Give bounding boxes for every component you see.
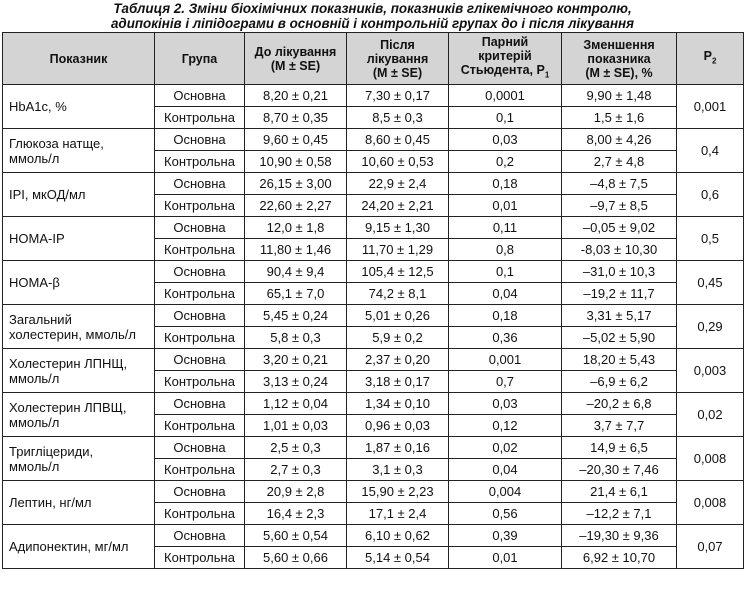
indicator-cell — [3, 261, 155, 305]
group-cell: Основна — [155, 349, 245, 371]
p2-cell: 0,008 — [677, 481, 744, 525]
after-cell: 5,01 ± 0,26 — [347, 305, 449, 327]
before-cell: 16,4 ± 2,3 — [245, 503, 347, 525]
decrease-cell: 9,90 ± 1,48 — [562, 85, 677, 107]
before-cell: 5,45 ± 0,24 — [245, 305, 347, 327]
indicator-label-line: Тригліцериди, — [9, 443, 94, 459]
p2-cell: 0,5 — [677, 217, 744, 261]
indicator-label-line: Загальний — [9, 311, 72, 327]
before-cell: 3,13 ± 0,24 — [245, 371, 347, 393]
before-cell: 9,60 ± 0,45 — [245, 129, 347, 151]
indicator-label-line: ммоль/л — [9, 414, 60, 430]
indicator-label-line: Холестерин ЛПНЩ, — [9, 355, 128, 371]
indicator-label-line: Лептин, нг/мл — [9, 495, 92, 510]
decrease-cell: –12,2 ± 7,1 — [562, 503, 677, 525]
after-cell: 9,15 ± 1,30 — [347, 217, 449, 239]
caption-line-1: Таблиця 2. Зміни біохімічних показників, показників глікемічного контролю, — [113, 1, 632, 16]
after-cell: 22,9 ± 2,4 — [347, 173, 449, 195]
p1-cell: 0,04 — [449, 283, 562, 305]
after-cell: 6,10 ± 0,62 — [347, 525, 449, 547]
indicator-label-line: HbA1c, % — [9, 99, 67, 114]
after-cell: 17,1 ± 2,4 — [347, 503, 449, 525]
header-p2: $P_2$ — [677, 33, 744, 85]
p1-cell: 0,03 — [449, 129, 562, 151]
group-cell: Основна — [155, 481, 245, 503]
p1-cell: 0,12 — [449, 415, 562, 437]
after-cell: 11,70 ± 1,29 — [347, 239, 449, 261]
p2-cell: 0,07 — [677, 525, 744, 569]
results-table — [2, 32, 744, 569]
decrease-cell: 21,4 ± 6,1 — [562, 481, 677, 503]
decrease-cell: –0,05 ± 9,02 — [562, 217, 677, 239]
after-cell: 5,9 ± 0,2 — [347, 327, 449, 349]
before-cell: 8,70 ± 0,35 — [245, 107, 347, 129]
p1-cell: 0,001 — [449, 349, 562, 371]
group-cell: Контрольна — [155, 415, 245, 437]
indicator-cell — [3, 305, 155, 349]
indicator-cell — [3, 437, 155, 481]
group-cell: Основна — [155, 85, 245, 107]
group-cell: Контрольна — [155, 283, 245, 305]
table-row — [3, 217, 744, 239]
table-caption — [0, 1, 745, 32]
indicator-label-line: HOMA-IP — [9, 231, 65, 246]
indicator-label-line: Глюкоза натще, — [9, 135, 104, 151]
group-cell: Основна — [155, 437, 245, 459]
p2-cell: 0,6 — [677, 173, 744, 217]
header-decrease: Зменшення показника (M ± SE), % — [562, 33, 677, 85]
group-cell: Основна — [155, 217, 245, 239]
after-cell: 74,2 ± 8,1 — [347, 283, 449, 305]
after-cell: 105,4 ± 12,5 — [347, 261, 449, 283]
decrease-cell: –19,2 ± 11,7 — [562, 283, 677, 305]
decrease-cell: –4,8 ± 7,5 — [562, 173, 677, 195]
header-ttest: Парний критерій Стьюдента, $P_1$ — [449, 33, 562, 85]
before-cell: 5,60 ± 0,66 — [245, 547, 347, 569]
before-cell: 90,4 ± 9,4 — [245, 261, 347, 283]
header-before: До лікування (M ± SE) — [245, 33, 347, 85]
decrease-cell: –20,2 ± 6,8 — [562, 393, 677, 415]
after-cell: 15,90 ± 2,23 — [347, 481, 449, 503]
group-cell: Основна — [155, 305, 245, 327]
p1-cell: 0,04 — [449, 459, 562, 481]
table-row — [3, 85, 744, 107]
indicator-label-line: холестерин, ммоль/л — [9, 326, 136, 342]
before-cell: 26,15 ± 3,00 — [245, 173, 347, 195]
group-cell: Основна — [155, 173, 245, 195]
after-cell: 3,1 ± 0,3 — [347, 459, 449, 481]
before-cell: 2,5 ± 0,3 — [245, 437, 347, 459]
table-row — [3, 261, 744, 283]
decrease-cell: 2,7 ± 4,8 — [562, 151, 677, 173]
group-cell: Контрольна — [155, 107, 245, 129]
decrease-cell: 18,20 ± 5,43 — [562, 349, 677, 371]
p1-cell: 0,8 — [449, 239, 562, 261]
table-body — [3, 85, 744, 569]
table-row — [3, 173, 744, 195]
p2-cell: 0,02 — [677, 393, 744, 437]
indicator-label-line: Холестерин ЛПВЩ, — [9, 399, 127, 415]
before-cell: 11,80 ± 1,46 — [245, 239, 347, 261]
p1-cell: 0,1 — [449, 107, 562, 129]
before-cell: 1,12 ± 0,04 — [245, 393, 347, 415]
p2-cell: 0,45 — [677, 261, 744, 305]
p1-cell: 0,01 — [449, 547, 562, 569]
indicator-cell — [3, 217, 155, 261]
group-cell: Контрольна — [155, 239, 245, 261]
indicator-label-line: ммоль/л — [9, 458, 60, 474]
group-cell: Контрольна — [155, 547, 245, 569]
group-cell: Основна — [155, 129, 245, 151]
decrease-cell: 6,92 ± 10,70 — [562, 547, 677, 569]
after-cell: 1,87 ± 0,16 — [347, 437, 449, 459]
table-row — [3, 393, 744, 415]
indicator-label-line: ммоль/л — [9, 150, 60, 166]
decrease-cell: 14,9 ± 6,5 — [562, 437, 677, 459]
group-cell: Контрольна — [155, 503, 245, 525]
p2-cell: 0,001 — [677, 85, 744, 129]
header-indicator: Показник — [3, 33, 155, 85]
p1-cell: 0,18 — [449, 173, 562, 195]
p2-cell: 0,29 — [677, 305, 744, 349]
indicator-cell — [3, 525, 155, 569]
before-cell: 12,0 ± 1,8 — [245, 217, 347, 239]
before-cell: 22,60 ± 2,27 — [245, 195, 347, 217]
after-cell: 2,37 ± 0,20 — [347, 349, 449, 371]
decrease-cell: -8,03 ± 10,30 — [562, 239, 677, 261]
decrease-cell: 1,5 ± 1,6 — [562, 107, 677, 129]
indicator-label-line: Адипонектин, мг/мл — [9, 539, 129, 554]
before-cell: 20,9 ± 2,8 — [245, 481, 347, 503]
group-cell: Контрольна — [155, 327, 245, 349]
decrease-cell: –5,02 ± 5,90 — [562, 327, 677, 349]
indicator-label-line: IPI, мкОД/мл — [9, 187, 86, 202]
decrease-cell: 3,7 ± 7,7 — [562, 415, 677, 437]
p1-cell: 0,36 — [449, 327, 562, 349]
p2-cell: 0,4 — [677, 129, 744, 173]
after-cell: 8,60 ± 0,45 — [347, 129, 449, 151]
indicator-label-line: ммоль/л — [9, 370, 60, 386]
p1-cell: 0,03 — [449, 393, 562, 415]
indicator-cell — [3, 393, 155, 437]
table-row — [3, 481, 744, 503]
before-cell: 10,90 ± 0,58 — [245, 151, 347, 173]
decrease-cell: –9,7 ± 8,5 — [562, 195, 677, 217]
header-after: Після лікування (M ± SE) — [347, 33, 449, 85]
header-group: Група — [155, 33, 245, 85]
before-cell: 8,20 ± 0,21 — [245, 85, 347, 107]
p1-cell: 0,18 — [449, 305, 562, 327]
indicator-cell — [3, 85, 155, 129]
decrease-cell: –19,30 ± 9,36 — [562, 525, 677, 547]
decrease-cell: –31,0 ± 10,3 — [562, 261, 677, 283]
indicator-cell — [3, 349, 155, 393]
after-cell: 7,30 ± 0,17 — [347, 85, 449, 107]
group-cell: Основна — [155, 261, 245, 283]
after-cell: 0,96 ± 0,03 — [347, 415, 449, 437]
p1-cell: 0,2 — [449, 151, 562, 173]
before-cell: 65,1 ± 7,0 — [245, 283, 347, 305]
indicator-cell — [3, 173, 155, 217]
caption-line-2: адипокінів і ліпідограми в основній і контрольній групах до і після лікування — [110, 16, 635, 31]
group-cell: Контрольна — [155, 151, 245, 173]
after-cell: 5,14 ± 0,54 — [347, 547, 449, 569]
before-cell: 5,60 ± 0,54 — [245, 525, 347, 547]
group-cell: Контрольна — [155, 195, 245, 217]
before-cell: 1,01 ± 0,03 — [245, 415, 347, 437]
p1-cell: 0,0001 — [449, 85, 562, 107]
header-row — [3, 33, 744, 85]
p2-cell: 0,003 — [677, 349, 744, 393]
decrease-cell: 3,31 ± 5,17 — [562, 305, 677, 327]
group-cell: Контрольна — [155, 459, 245, 481]
p1-cell: 0,56 — [449, 503, 562, 525]
p1-cell: 0,01 — [449, 195, 562, 217]
after-cell: 10,60 ± 0,53 — [347, 151, 449, 173]
p1-cell: 0,7 — [449, 371, 562, 393]
decrease-cell: 8,00 ± 4,26 — [562, 129, 677, 151]
p1-cell: 0,1 — [449, 261, 562, 283]
table-row — [3, 129, 744, 151]
before-cell: 2,7 ± 0,3 — [245, 459, 347, 481]
p1-cell: 0,02 — [449, 437, 562, 459]
table-row — [3, 437, 744, 459]
group-cell: Контрольна — [155, 371, 245, 393]
p2-cell: 0,008 — [677, 437, 744, 481]
after-cell: 24,20 ± 2,21 — [347, 195, 449, 217]
indicator-cell — [3, 129, 155, 173]
after-cell: 8,5 ± 0,3 — [347, 107, 449, 129]
group-cell: Основна — [155, 525, 245, 547]
indicator-cell — [3, 481, 155, 525]
before-cell: 5,8 ± 0,3 — [245, 327, 347, 349]
p1-cell: 0,004 — [449, 481, 562, 503]
table-row — [3, 349, 744, 371]
after-cell: 3,18 ± 0,17 — [347, 371, 449, 393]
group-cell: Основна — [155, 393, 245, 415]
indicator-label-line: HOMA-β — [9, 275, 60, 290]
decrease-cell: –20,30 ± 7,46 — [562, 459, 677, 481]
before-cell: 3,20 ± 0,21 — [245, 349, 347, 371]
table-row — [3, 525, 744, 547]
after-cell: 1,34 ± 0,10 — [347, 393, 449, 415]
decrease-cell: –6,9 ± 6,2 — [562, 371, 677, 393]
p1-cell: 0,11 — [449, 217, 562, 239]
table-row — [3, 305, 744, 327]
p1-cell: 0,39 — [449, 525, 562, 547]
